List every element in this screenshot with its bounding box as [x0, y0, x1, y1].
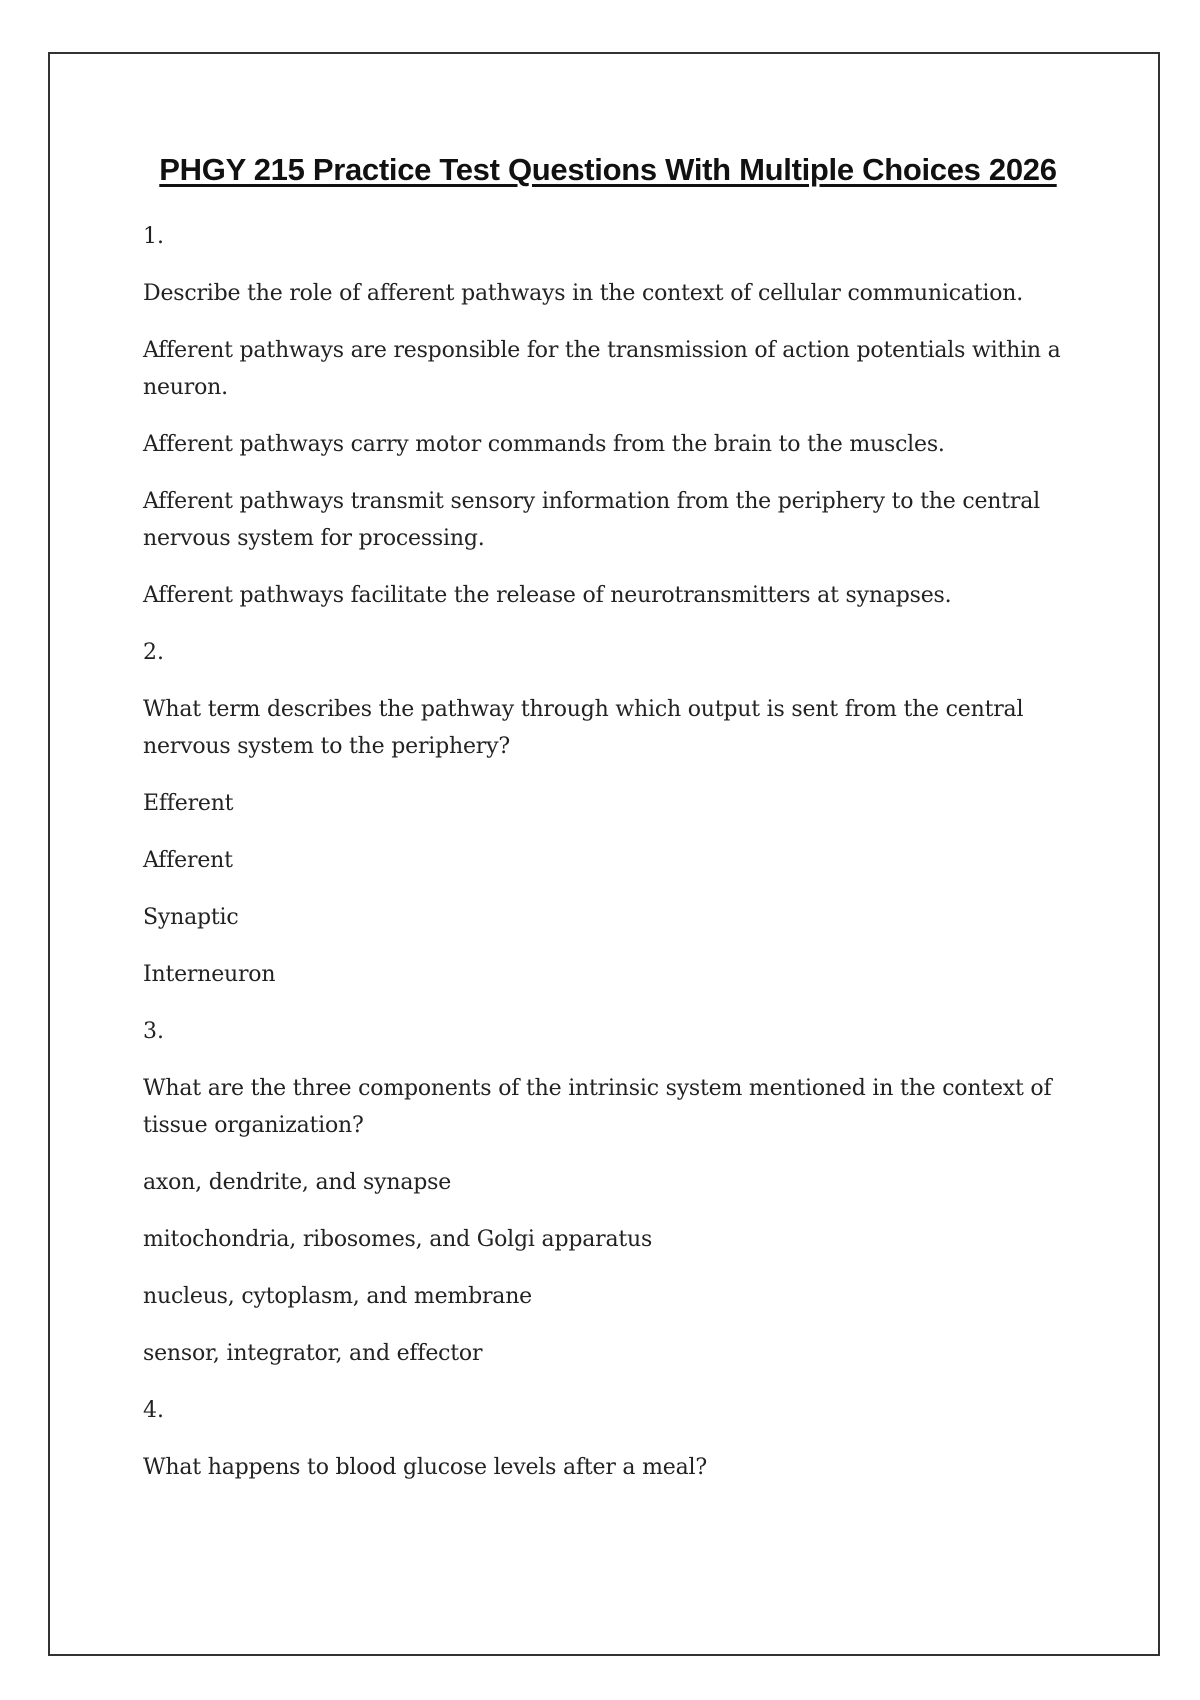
answer-option: nucleus, cytoplasm, and membrane: [143, 1284, 532, 1309]
answer-option: Interneuron: [143, 962, 276, 987]
answer-option: Efferent: [143, 791, 234, 816]
question-number: 4.: [143, 1398, 164, 1423]
question-1: [143, 218, 1073, 614]
answer-option: Afferent pathways transmit sensory information from the periphery to the central nervous system for processing.: [143, 489, 1040, 551]
question-number: 1.: [143, 224, 164, 249]
question-text: What are the three components of the intrinsic system mentioned in the context of tissue organization?: [143, 1076, 1052, 1138]
question-text: Describe the role of afferent pathways in the context of cellular communication.: [143, 281, 1024, 306]
answer-option: mitochondria, ribosomes, and Golgi apparatus: [143, 1227, 653, 1252]
document-content: [143, 152, 1073, 1506]
question-text: What happens to blood glucose levels after a meal?: [143, 1455, 707, 1480]
answer-options: [143, 1164, 1073, 1372]
answer-option: Afferent pathways carry motor commands from the brain to the muscles.: [143, 432, 945, 457]
question-3: [143, 1013, 1073, 1372]
answer-option: sensor, integrator, and effector: [143, 1341, 483, 1366]
answer-options: [143, 785, 1073, 993]
question-text: What term describes the pathway through which output is sent from the central nervous system to the periphery?: [143, 697, 1024, 759]
answer-option: Afferent: [143, 848, 233, 873]
document-title: PHGY 215 Practice Test Questions With Multiple Choices 2026: [159, 152, 1057, 187]
question-2: [143, 634, 1073, 993]
answer-option: Afferent pathways facilitate the release of neurotransmitters at synapses.: [143, 583, 952, 608]
answer-option: axon, dendrite, and synapse: [143, 1170, 452, 1195]
answer-option: Afferent pathways are responsible for the transmission of action potentials within a neuron.: [143, 338, 1061, 400]
answer-options: [143, 332, 1073, 614]
question-number: 2.: [143, 640, 164, 665]
question-4: [143, 1392, 1073, 1486]
question-number: 3.: [143, 1019, 164, 1044]
answer-option: Synaptic: [143, 905, 239, 930]
